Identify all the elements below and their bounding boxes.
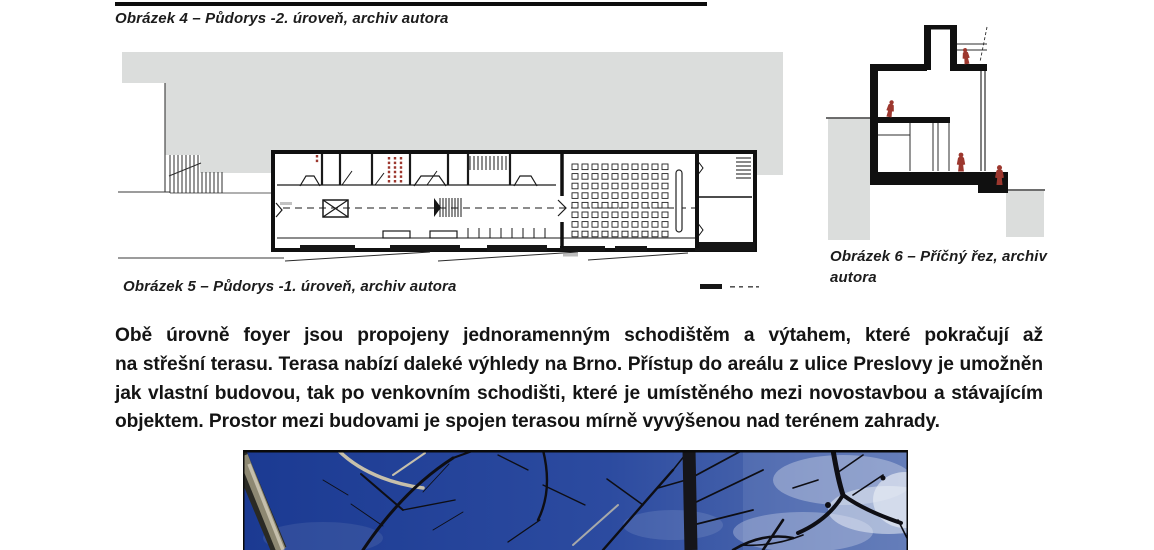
paragraph-line: jak vlastní budovou, tak po venkovním schodišti, které je umístěného mezi novostavbou a stávajícím [115, 382, 1043, 404]
body-paragraph [115, 322, 1043, 437]
auditorium-screen-bar [676, 170, 682, 232]
plan-outer-wall [273, 152, 755, 250]
caption-figure5: Obrázek 5 – Půdorys -1. úroveň, archiv autora [123, 278, 457, 295]
floor-plan-figure [118, 52, 783, 289]
section-terrain-right [1006, 191, 1044, 237]
paragraph-line: objektem. Prostor mezi budovami je spojen terasou mírně vyvýšenou nad terénem zahrady. [115, 411, 940, 433]
section-thin-lines [878, 27, 987, 171]
paragraph-line: Obě úrovně foyer jsou propojeny jednoramenným schodištěm a výtahem, které pokračují až [115, 325, 1043, 346]
cross-section-figure [826, 25, 1045, 240]
caption-figure4: Obrázek 4 – Půdorys -2. úroveň, archiv autora [115, 10, 449, 27]
trees-photo [243, 450, 908, 550]
section-terrain-left [828, 118, 870, 240]
paragraph-line: na střešní terasu. Terasa nabízí daleké výhledy na Brno. Přístup do areálu z ulice Preslovy je umožněn [115, 353, 1043, 375]
caption-figure6: Obrázek 6 – Příčný řez, archiv autora [830, 248, 1048, 286]
